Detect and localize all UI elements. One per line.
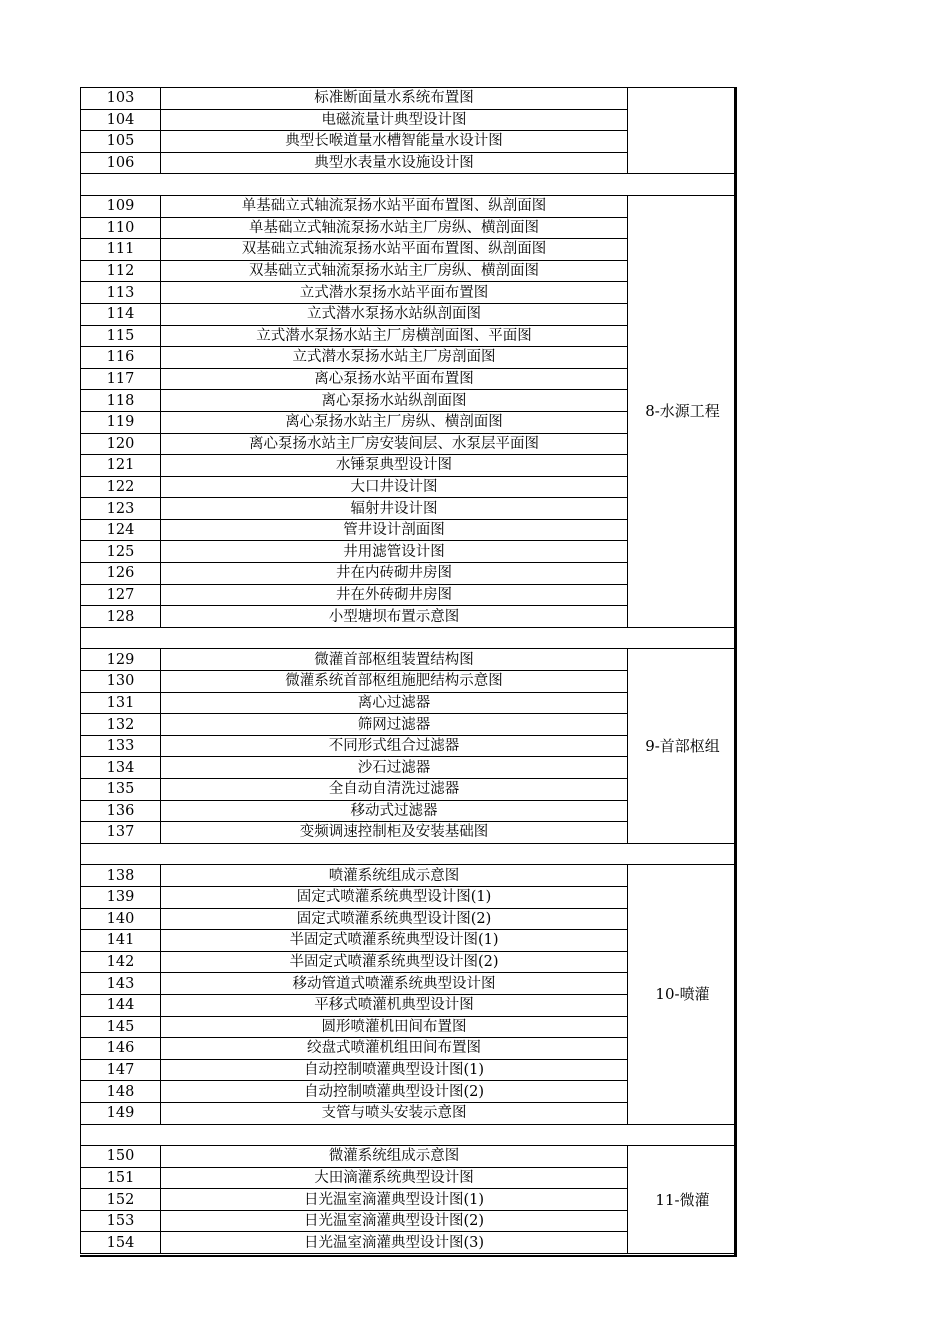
drawing-number: 140 (81, 908, 161, 930)
drawing-number: 141 (81, 930, 161, 952)
drawing-title: 自动控制喷灌典型设计图(2) (161, 1081, 628, 1103)
drawing-title: 固定式喷灌系统典型设计图(2) (161, 908, 628, 930)
drawing-number: 109 (81, 195, 161, 217)
drawing-number: 136 (81, 800, 161, 822)
drawing-title: 立式潜水泵扬水站主厂房横剖面图、平面图 (161, 325, 628, 347)
drawing-title: 微灌系统首部枢组施肥结构示意图 (161, 671, 628, 693)
sheet-bottom-border (80, 1255, 737, 1257)
drawing-number: 110 (81, 217, 161, 239)
drawing-number: 149 (81, 1102, 161, 1124)
drawing-number: 104 (81, 109, 161, 131)
drawing-title: 井在内砖砌井房图 (161, 563, 628, 585)
drawing-title: 管井设计剖面图 (161, 519, 628, 541)
drawing-number: 128 (81, 606, 161, 628)
drawing-number: 111 (81, 239, 161, 261)
drawing-number: 153 (81, 1210, 161, 1232)
drawing-number: 137 (81, 822, 161, 844)
drawing-title: 典型长喉道量水槽智能量水设计图 (161, 131, 628, 153)
drawing-number: 148 (81, 1081, 161, 1103)
separator-cell (81, 1124, 737, 1146)
drawing-title: 移动管道式喷灌系统典型设计图 (161, 973, 628, 995)
drawing-number: 154 (81, 1232, 161, 1254)
drawing-title: 水锤泵典型设计图 (161, 455, 628, 477)
drawing-number: 131 (81, 692, 161, 714)
drawing-number: 134 (81, 757, 161, 779)
drawing-title: 绞盘式喷灌机组田间布置图 (161, 1038, 628, 1060)
drawing-title: 立式潜水泵扬水站纵剖面图 (161, 303, 628, 325)
drawing-number: 112 (81, 260, 161, 282)
drawing-title: 典型水表量水设施设计图 (161, 152, 628, 174)
drawing-title: 单基础立式轴流泵扬水站主厂房纵、横剖面图 (161, 217, 628, 239)
drawing-title: 电磁流量计典型设计图 (161, 109, 628, 131)
drawing-number: 119 (81, 411, 161, 433)
drawing-number: 116 (81, 347, 161, 369)
drawing-title: 日光温室滴灌典型设计图(1) (161, 1189, 628, 1211)
drawing-title: 小型塘坝布置示意图 (161, 606, 628, 628)
drawing-number: 125 (81, 541, 161, 563)
drawing-number: 151 (81, 1167, 161, 1189)
section-group-label (628, 88, 737, 174)
sheet-right-border (734, 87, 737, 1255)
section-group-label: 11-微灌 (628, 1146, 737, 1254)
drawing-title: 离心泵扬水站平面布置图 (161, 368, 628, 390)
drawing-index-table (80, 87, 736, 1254)
drawing-title: 井在外砖砌井房图 (161, 584, 628, 606)
drawing-title: 大田滴灌系统典型设计图 (161, 1167, 628, 1189)
drawing-number: 135 (81, 779, 161, 801)
section-separator-row (81, 174, 737, 196)
drawing-number: 114 (81, 303, 161, 325)
drawing-number: 123 (81, 498, 161, 520)
drawing-number: 152 (81, 1189, 161, 1211)
drawing-number: 150 (81, 1146, 161, 1168)
drawing-title: 沙石过滤器 (161, 757, 628, 779)
drawing-number: 144 (81, 994, 161, 1016)
drawing-number: 113 (81, 282, 161, 304)
drawing-title: 日光温室滴灌典型设计图(2) (161, 1210, 628, 1232)
drawing-number: 129 (81, 649, 161, 671)
drawing-number: 139 (81, 886, 161, 908)
drawing-number: 105 (81, 131, 161, 153)
drawing-title: 圆形喷灌机田间布置图 (161, 1016, 628, 1038)
drawing-number: 115 (81, 325, 161, 347)
drawing-number: 122 (81, 476, 161, 498)
drawing-title: 单基础立式轴流泵扬水站平面布置图、纵剖面图 (161, 195, 628, 217)
drawing-number: 124 (81, 519, 161, 541)
drawing-index-sheet (80, 87, 736, 1257)
drawing-title: 日光温室滴灌典型设计图(3) (161, 1232, 628, 1254)
drawing-number: 143 (81, 973, 161, 995)
drawing-title: 全自动自清洗过滤器 (161, 779, 628, 801)
drawing-title: 双基础立式轴流泵扬水站主厂房纵、横剖面图 (161, 260, 628, 282)
drawing-title: 半固定式喷灌系统典型设计图(1) (161, 930, 628, 952)
drawing-number: 118 (81, 390, 161, 412)
table-row (81, 1146, 737, 1168)
table-row (81, 865, 737, 887)
drawing-title: 井用滤管设计图 (161, 541, 628, 563)
drawing-title: 大口井设计图 (161, 476, 628, 498)
drawing-title: 微灌系统组成示意图 (161, 1146, 628, 1168)
drawing-number: 121 (81, 455, 161, 477)
section-group-label: 9-首部枢组 (628, 649, 737, 843)
table-row (81, 88, 737, 110)
drawing-title: 变频调速控制柜及安装基础图 (161, 822, 628, 844)
section-separator-row (81, 843, 737, 865)
separator-cell (81, 843, 737, 865)
drawing-title: 双基础立式轴流泵扬水站平面布置图、纵剖面图 (161, 239, 628, 261)
separator-cell (81, 627, 737, 649)
drawing-number: 103 (81, 88, 161, 110)
drawing-number: 106 (81, 152, 161, 174)
section-separator-row (81, 627, 737, 649)
drawing-title: 不同形式组合过滤器 (161, 735, 628, 757)
drawing-title: 标准断面量水系统布置图 (161, 88, 628, 110)
drawing-number: 132 (81, 714, 161, 736)
drawing-number: 138 (81, 865, 161, 887)
table-row (81, 649, 737, 671)
drawing-number: 133 (81, 735, 161, 757)
drawing-number: 142 (81, 951, 161, 973)
drawing-title: 筛网过滤器 (161, 714, 628, 736)
drawing-number: 130 (81, 671, 161, 693)
section-separator-row (81, 1124, 737, 1146)
drawing-number: 145 (81, 1016, 161, 1038)
drawing-title: 立式潜水泵扬水站平面布置图 (161, 282, 628, 304)
drawing-title: 离心泵扬水站纵剖面图 (161, 390, 628, 412)
drawing-number: 120 (81, 433, 161, 455)
drawing-number: 127 (81, 584, 161, 606)
table-row (81, 195, 737, 217)
drawing-title: 辐射井设计图 (161, 498, 628, 520)
drawing-index-body (81, 88, 737, 1254)
drawing-title: 移动式过滤器 (161, 800, 628, 822)
drawing-title: 离心泵扬水站主厂房纵、横剖面图 (161, 411, 628, 433)
drawing-title: 微灌首部枢组装置结构图 (161, 649, 628, 671)
drawing-title: 自动控制喷灌典型设计图(1) (161, 1059, 628, 1081)
drawing-number: 147 (81, 1059, 161, 1081)
drawing-number: 126 (81, 563, 161, 585)
drawing-title: 离心过滤器 (161, 692, 628, 714)
drawing-title: 离心泵扬水站主厂房安装间层、水泵层平面图 (161, 433, 628, 455)
drawing-number: 146 (81, 1038, 161, 1060)
drawing-title: 固定式喷灌系统典型设计图(1) (161, 886, 628, 908)
drawing-title: 喷灌系统组成示意图 (161, 865, 628, 887)
drawing-title: 平移式喷灌机典型设计图 (161, 994, 628, 1016)
section-group-label: 8-水源工程 (628, 195, 737, 627)
drawing-title: 立式潜水泵扬水站主厂房剖面图 (161, 347, 628, 369)
separator-cell (81, 174, 737, 196)
drawing-title: 半固定式喷灌系统典型设计图(2) (161, 951, 628, 973)
drawing-title: 支管与喷头安装示意图 (161, 1102, 628, 1124)
section-group-label: 10-喷灌 (628, 865, 737, 1124)
drawing-number: 117 (81, 368, 161, 390)
